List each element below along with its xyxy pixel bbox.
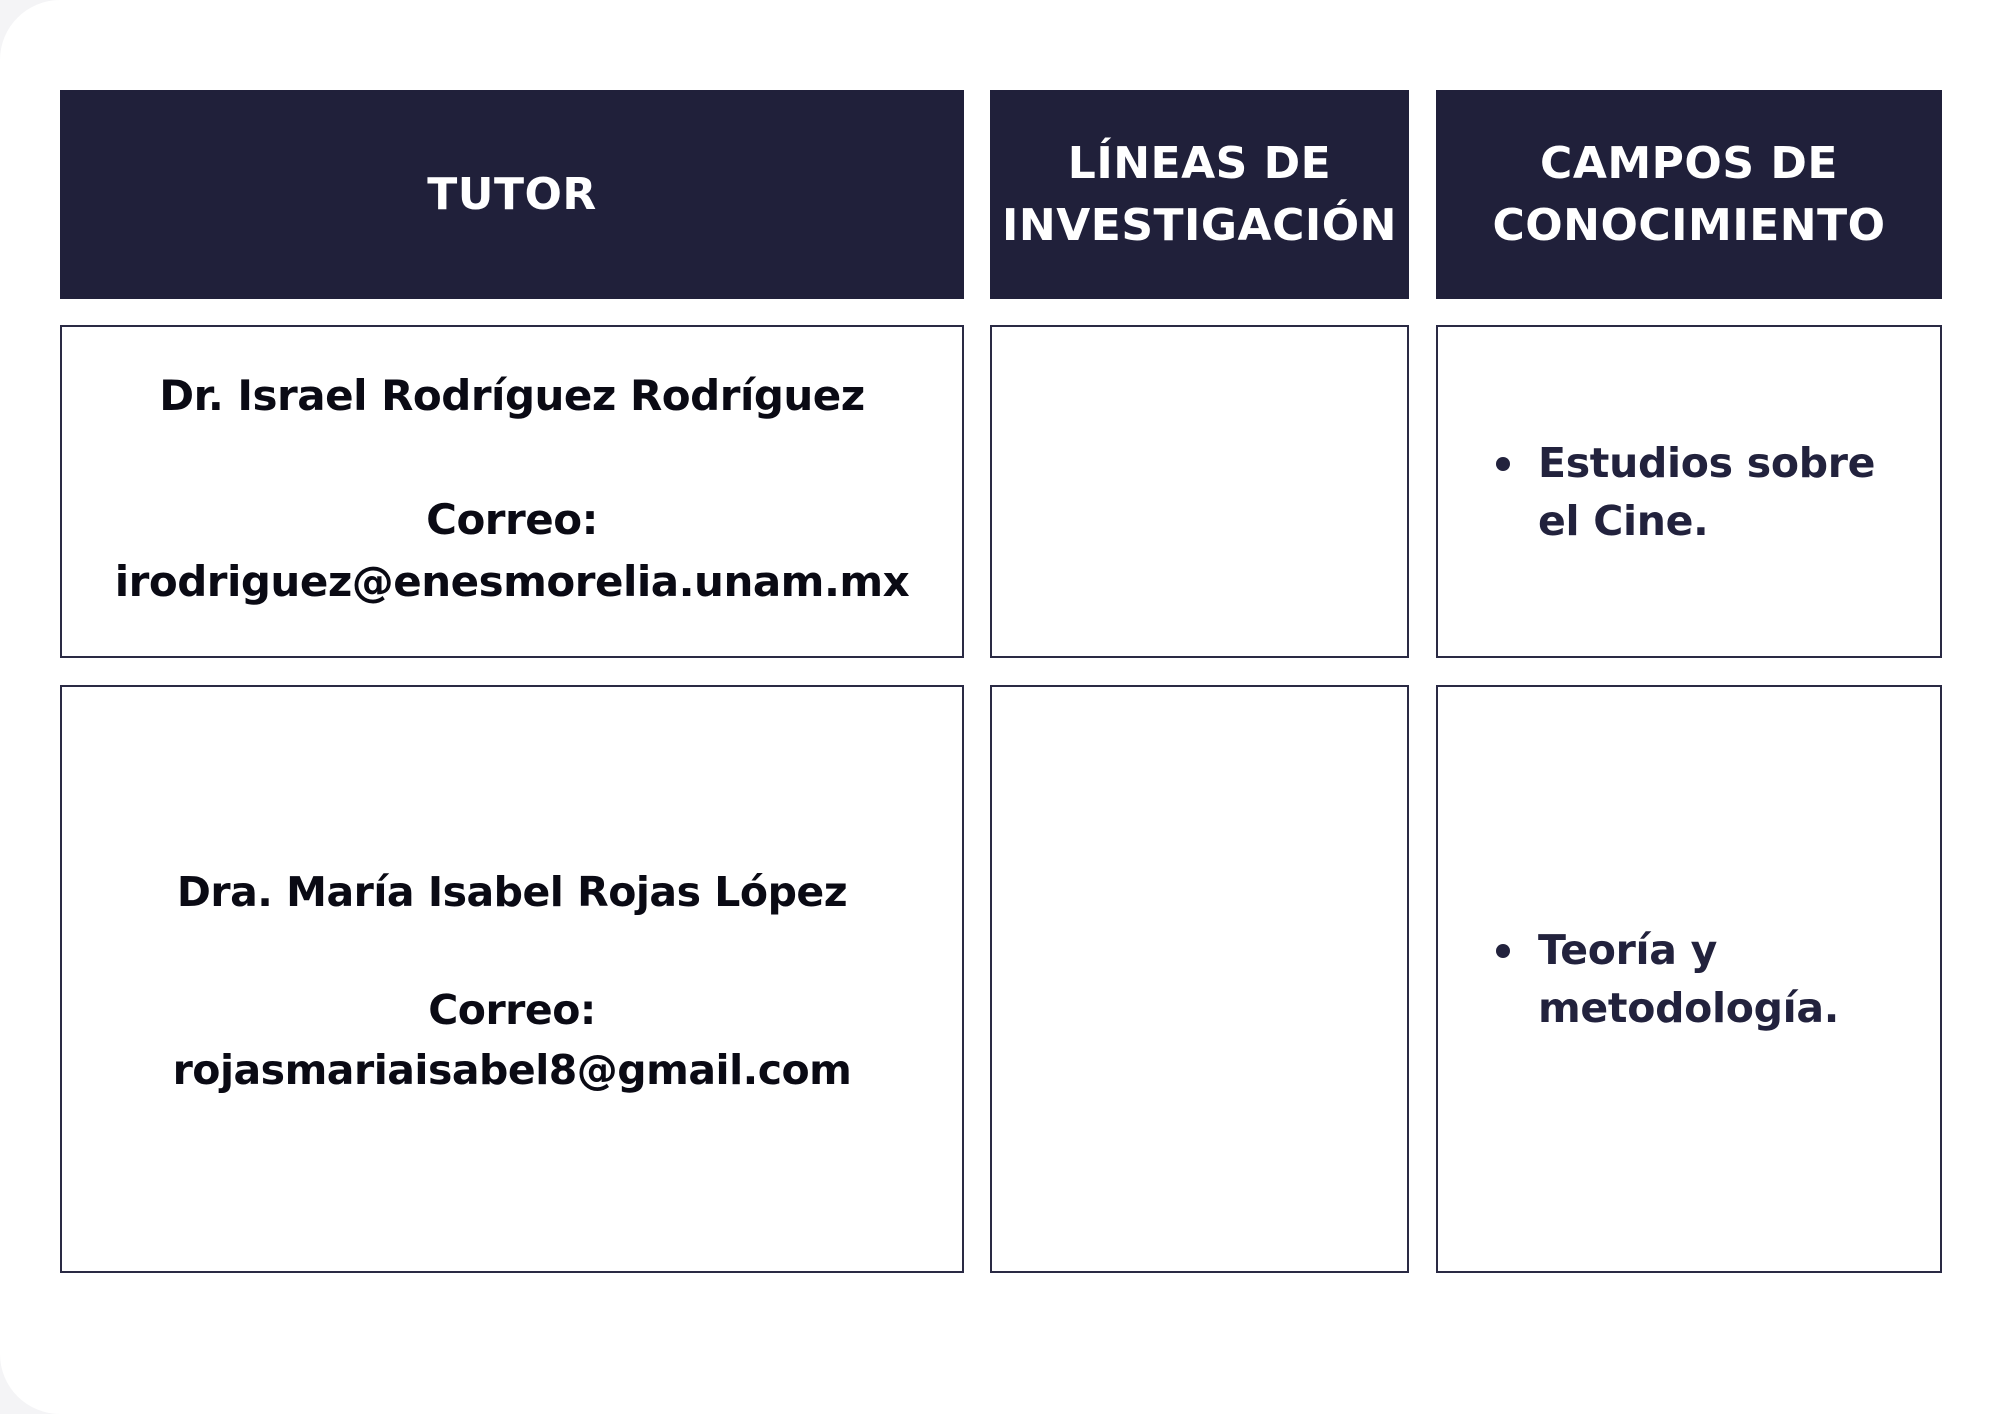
list-item bbox=[1538, 921, 1910, 1037]
header-research-lines bbox=[990, 90, 1409, 299]
email-value[interactable]: rojasmariaisabel8@gmail.com bbox=[172, 1046, 852, 1094]
header-tutor bbox=[60, 90, 964, 299]
table-row-2-research-lines-cell bbox=[990, 685, 1409, 1273]
header-knowledge-fields-line2: CONOCIMIENTO bbox=[1492, 199, 1886, 251]
field-list bbox=[1438, 434, 1940, 550]
field-text: Teoría y metodología. bbox=[1538, 926, 1840, 1032]
header-knowledge-fields bbox=[1436, 90, 1942, 299]
header-tutor-label: TUTOR bbox=[427, 168, 597, 220]
table-row-1-fields-cell bbox=[1436, 325, 1942, 658]
field-text: Estudios sobre el Cine. bbox=[1538, 438, 1876, 545]
tutor-info bbox=[173, 862, 852, 1100]
table-row-2-tutor-cell bbox=[60, 685, 964, 1273]
email-label: Correo: bbox=[426, 494, 598, 544]
table-row-1-research-lines-cell bbox=[990, 325, 1409, 658]
field-list bbox=[1438, 921, 1940, 1037]
table-row-1-tutor-cell bbox=[60, 325, 964, 658]
header-research-lines-line2: INVESTIGACIÓN bbox=[1002, 199, 1397, 251]
tutor-name: Dra. María Isabel Rojas López bbox=[176, 868, 848, 916]
bullet-icon bbox=[1496, 457, 1510, 471]
list-item bbox=[1538, 434, 1910, 550]
email-value[interactable]: irodriguez@enesmorelia.unam.mx bbox=[114, 556, 910, 606]
email-label: Correo: bbox=[428, 986, 596, 1034]
header-knowledge-fields-line1: CAMPOS DE bbox=[1540, 137, 1838, 189]
tutor-info bbox=[115, 365, 910, 613]
table-row-2-fields-cell bbox=[1436, 685, 1942, 1273]
tutor-name: Dr. Israel Rodríguez Rodríguez bbox=[159, 370, 865, 420]
header-research-lines-line1: LÍNEAS DE bbox=[1067, 137, 1332, 189]
bullet-icon bbox=[1496, 944, 1510, 958]
